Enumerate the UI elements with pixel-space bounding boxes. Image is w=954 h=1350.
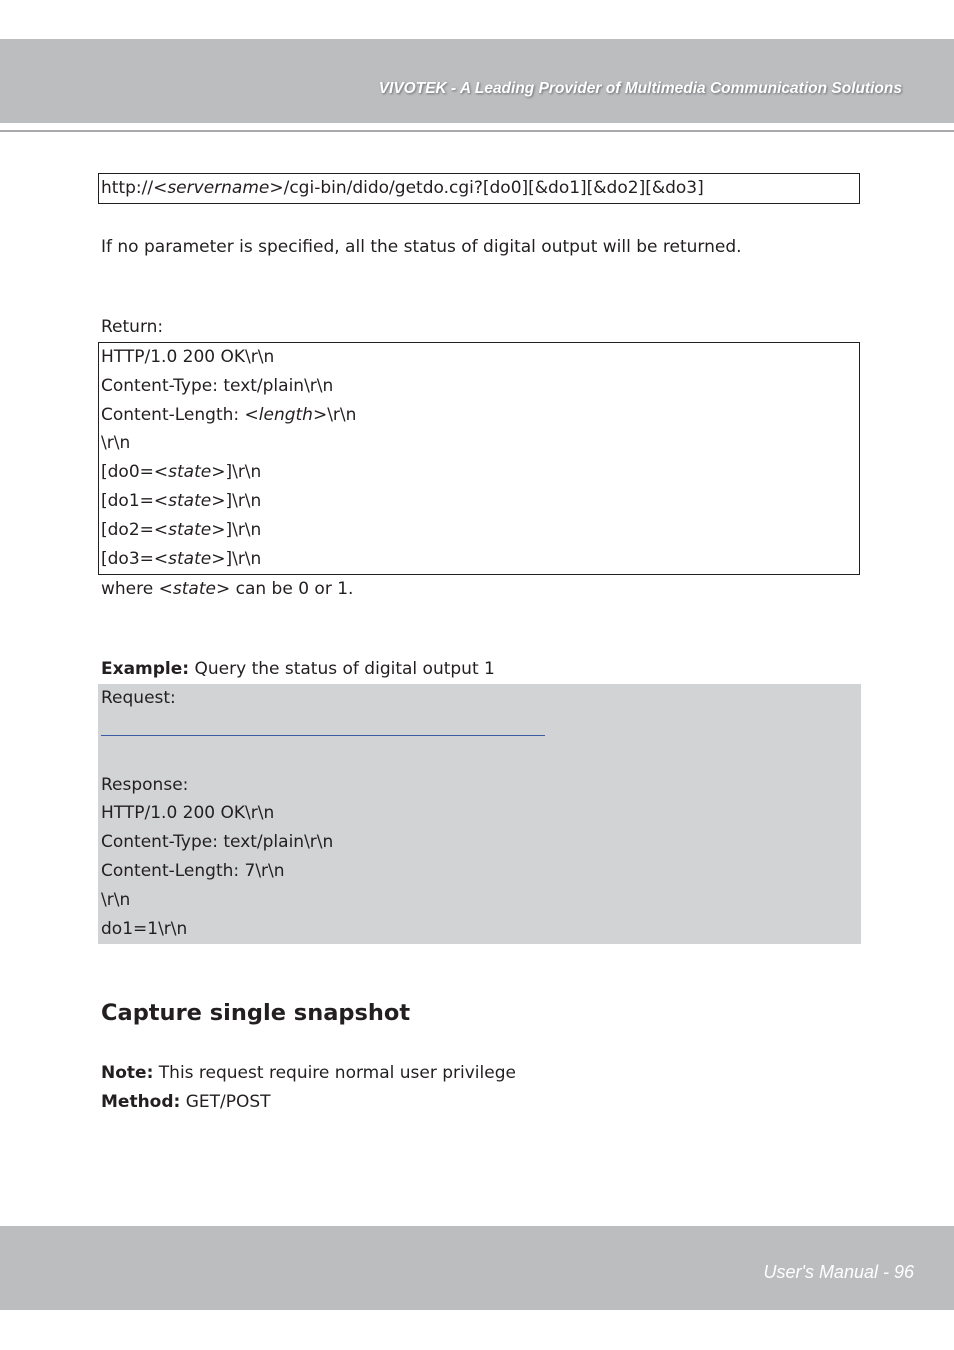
example-line: Example: Query the status of digital output 1	[101, 659, 495, 679]
url-syntax: http://<servername>/cgi-bin/dido/getdo.cgi?[do0][&do1][&do2][&do3]	[101, 178, 704, 198]
footer-page-number: User's Manual - 96	[763, 1262, 914, 1282]
response-line: Content-Length: 7\r\n	[101, 861, 285, 881]
return-do-line: [do0=<state>]\r\n	[101, 462, 262, 482]
where-state-line: where <state> can be 0 or 1.	[101, 579, 354, 599]
response-label: Response:	[101, 775, 189, 795]
return-do-line: [do2=<state>]\r\n	[101, 520, 262, 540]
return-do-line: [do1=<state>]\r\n	[101, 491, 262, 511]
header-divider	[0, 130, 954, 132]
return-line: Content-Length: <length>\r\n	[101, 405, 357, 425]
header-title: VIVOTEK - A Leading Provider of Multimedia Communication Solutions	[378, 80, 902, 97]
request-link-underline[interactable]	[101, 735, 545, 736]
url-syntax-box	[98, 173, 860, 204]
privilege-note: Note: This request require normal user privilege	[101, 1063, 516, 1083]
return-line: \r\n	[101, 433, 131, 453]
no-param-note: If no parameter is specified, all the status of digital output will be returned.	[101, 237, 742, 257]
response-line: do1=1\r\n	[101, 919, 188, 939]
request-label: Request:	[101, 688, 176, 708]
return-line: Content-Type: text/plain\r\n	[101, 376, 334, 396]
method-line: Method: GET/POST	[101, 1092, 271, 1112]
return-line: HTTP/1.0 200 OK\r\n	[101, 347, 275, 367]
response-line: HTTP/1.0 200 OK\r\n	[101, 803, 275, 823]
return-label: Return:	[101, 317, 164, 337]
return-do-line: [do3=<state>]\r\n	[101, 549, 262, 569]
response-line: Content-Type: text/plain\r\n	[101, 832, 334, 852]
return-block	[98, 342, 860, 575]
section-title: Capture single snapshot	[101, 1000, 411, 1026]
response-line: \r\n	[101, 890, 131, 910]
